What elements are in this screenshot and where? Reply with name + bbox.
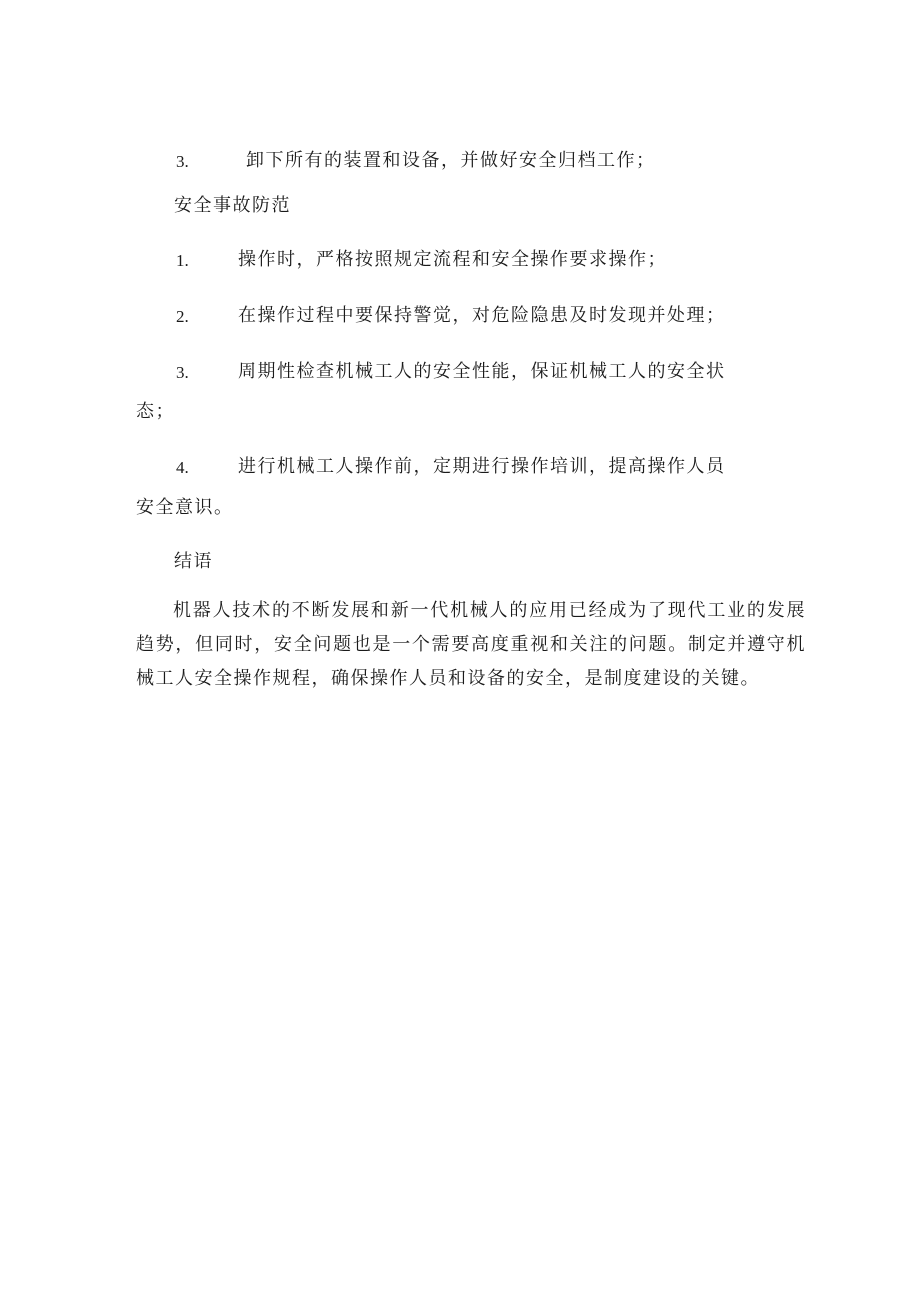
list-item-text: 卸下所有的装置和设备，并做好安全归档工作； bbox=[246, 150, 656, 171]
list-item-number: 3. bbox=[176, 363, 189, 382]
list-item-number: 4. bbox=[176, 458, 189, 477]
section-heading-conclusion: 结语 bbox=[174, 551, 213, 572]
section-heading-prevention: 安全事故防范 bbox=[174, 195, 291, 216]
list-item-text: 周期性检查机械工人的安全性能，保证机械工人的安全状 bbox=[238, 361, 726, 382]
list-item-continuation: 态； bbox=[136, 401, 175, 422]
list-item-text: 在操作过程中要保持警觉，对危险隐患及时发现并处理； bbox=[238, 305, 726, 326]
list-item-number: 1. bbox=[176, 251, 189, 270]
list-item-number: 2. bbox=[176, 307, 189, 326]
list-item-text: 操作时，严格按照规定流程和安全操作要求操作； bbox=[238, 249, 667, 270]
list-item-continuation: 安全意识。 bbox=[136, 497, 234, 518]
list-item-number: 3. bbox=[176, 152, 189, 171]
conclusion-paragraph: 机器人技术的不断发展和新一代机械人的应用已经成为了现代工业的发展趋势，但同时，安全问题也是一个需要高度重视和关注的问题。制定并遵守机械工人安全操作规程，确保操作人员和设备的安全，是制度建设的关键。 bbox=[136, 600, 806, 689]
list-item-text: 进行机械工人操作前，定期进行操作培训，提高操作人员 bbox=[238, 456, 726, 477]
